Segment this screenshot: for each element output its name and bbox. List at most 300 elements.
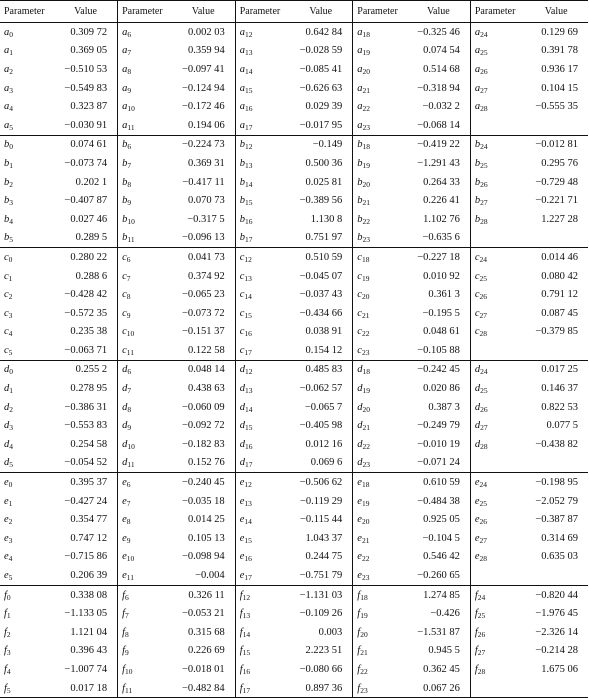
parameter-value: −0.549 83 bbox=[64, 82, 108, 94]
table-row bbox=[0, 679, 588, 698]
parameter-value: 0.369 05 bbox=[70, 45, 108, 57]
parameter-index: 1 bbox=[9, 48, 13, 58]
parameter-symbol: a bbox=[357, 101, 363, 113]
parameter-value: 0.361 3 bbox=[428, 289, 460, 301]
parameter-name-cell bbox=[235, 454, 289, 473]
parameter-value: 0.359 94 bbox=[187, 45, 225, 57]
parameter-value-cell bbox=[172, 23, 236, 42]
parameter-value: −0.071 24 bbox=[417, 457, 460, 469]
parameter-value-cell bbox=[407, 360, 471, 379]
parameter-symbol: b bbox=[357, 232, 363, 244]
parameter-value: 0.014 46 bbox=[541, 251, 578, 263]
parameter-value-cell bbox=[172, 454, 236, 473]
parameter-name-cell bbox=[235, 323, 289, 342]
parameter-index: 11 bbox=[127, 460, 135, 470]
parameter-name-cell bbox=[353, 529, 407, 548]
parameter-symbol: e bbox=[474, 477, 480, 489]
parameter-name-cell bbox=[0, 304, 54, 323]
parameter-index: 6 bbox=[126, 254, 131, 264]
parameter-symbol: c bbox=[474, 307, 480, 319]
parameter-value: 0.146 37 bbox=[541, 383, 578, 395]
parameter-value: 0.314 69 bbox=[541, 532, 578, 544]
parameter-symbol: e bbox=[357, 477, 362, 489]
parameter-symbol: a bbox=[474, 101, 481, 113]
parameter-symbol: f bbox=[474, 608, 478, 620]
parameter-name-cell bbox=[235, 173, 289, 192]
parameter-value: −0.405 98 bbox=[299, 420, 343, 432]
parameter-value-cell bbox=[54, 341, 118, 360]
parameter-value: 0.255 2 bbox=[75, 364, 108, 376]
parameter-value-cell bbox=[289, 566, 353, 585]
parameter-value: 0.244 75 bbox=[305, 551, 343, 563]
parameter-name-cell bbox=[235, 210, 289, 229]
parameter-value: −0.555 35 bbox=[535, 101, 578, 113]
parameter-value: 0.635 03 bbox=[541, 551, 578, 563]
parameter-value-cell bbox=[172, 585, 236, 604]
parameter-value: −0.053 21 bbox=[182, 608, 225, 620]
parameter-symbol: e bbox=[122, 551, 127, 563]
parameter-symbol: b bbox=[122, 195, 128, 207]
parameter-value-cell bbox=[54, 398, 118, 417]
parameter-value: −0.506 62 bbox=[299, 477, 343, 489]
parameter-symbol: c bbox=[239, 326, 245, 338]
parameter-name-cell bbox=[353, 566, 407, 585]
parameter-index: 16 bbox=[244, 554, 252, 564]
parameter-symbol: f bbox=[357, 645, 361, 657]
parameter-name-cell bbox=[235, 304, 289, 323]
parameter-name-cell bbox=[235, 623, 289, 642]
parameter-value: −0.030 91 bbox=[64, 119, 108, 131]
parameter-index: 5 bbox=[9, 122, 13, 132]
parameter-value-cell bbox=[172, 379, 236, 398]
parameter-symbol: f bbox=[474, 589, 478, 601]
parameter-symbol: e bbox=[4, 477, 9, 489]
parameter-index: 22 bbox=[361, 329, 370, 339]
parameter-index: 9 bbox=[125, 648, 129, 658]
parameter-value: −0.325 46 bbox=[417, 26, 460, 38]
parameter-value-cell bbox=[289, 679, 353, 698]
parameter-symbol: b bbox=[474, 213, 481, 225]
parameter-symbol: f bbox=[239, 663, 243, 675]
parameter-value-cell bbox=[289, 341, 353, 360]
parameter-value: 0.387 3 bbox=[428, 401, 460, 413]
parameter-index: 1 bbox=[8, 498, 13, 508]
parameter-value: −0.715 86 bbox=[64, 551, 108, 563]
parameter-index: 24 bbox=[480, 29, 488, 39]
parameter-value-cell bbox=[289, 229, 353, 248]
parameter-symbol: e bbox=[474, 532, 480, 544]
parameter-symbol: e bbox=[4, 532, 9, 544]
parameter-value: 0.017 25 bbox=[541, 364, 578, 376]
parameter-value-cell bbox=[172, 97, 236, 116]
parameter-symbol: d bbox=[474, 438, 481, 450]
parameter-index: 22 bbox=[362, 441, 371, 451]
table-row bbox=[0, 473, 588, 492]
parameter-value-cell bbox=[54, 454, 118, 473]
parameter-index: 26 bbox=[479, 517, 488, 527]
parameter-symbol: d bbox=[357, 401, 363, 413]
parameter-name-cell bbox=[470, 229, 524, 248]
parameter-value-cell bbox=[289, 323, 353, 342]
parameter-name-cell bbox=[470, 173, 524, 192]
parameter-value-cell bbox=[524, 660, 588, 679]
parameter-symbol: e bbox=[357, 495, 362, 507]
parameter-name-cell bbox=[470, 510, 524, 529]
parameter-value-cell bbox=[172, 623, 236, 642]
parameter-symbol: f bbox=[357, 589, 361, 601]
parameter-value-cell bbox=[407, 79, 471, 98]
table-row bbox=[0, 229, 588, 248]
parameter-index: 3 bbox=[8, 535, 13, 545]
parameter-value-cell bbox=[289, 116, 353, 135]
parameter-name-cell bbox=[470, 660, 524, 679]
parameter-value-cell bbox=[54, 285, 118, 304]
parameter-index: 5 bbox=[9, 235, 13, 245]
parameter-value: 1.675 06 bbox=[541, 663, 578, 675]
header-parameter: Parameter bbox=[0, 1, 54, 23]
parameter-value: 0.003 bbox=[318, 626, 343, 638]
table-row bbox=[0, 360, 588, 379]
parameter-value-cell bbox=[289, 154, 353, 173]
parameter-name-cell bbox=[118, 492, 172, 511]
parameter-name-cell bbox=[353, 341, 407, 360]
parameter-value-cell bbox=[172, 360, 236, 379]
parameter-value-cell bbox=[54, 42, 118, 61]
parameter-value-cell bbox=[524, 548, 588, 567]
parameter-value-cell bbox=[524, 566, 588, 585]
parameter-name-cell bbox=[0, 285, 54, 304]
parameter-index: 28 bbox=[479, 329, 488, 339]
parameter-name-cell bbox=[0, 679, 54, 698]
header-value: Value bbox=[407, 1, 471, 23]
parameter-value: 0.642 84 bbox=[305, 26, 343, 38]
parameter-name-cell bbox=[118, 210, 172, 229]
parameter-value: −0.092 72 bbox=[182, 420, 225, 432]
parameter-symbol: b bbox=[4, 176, 10, 188]
parameter-index: 27 bbox=[479, 310, 488, 320]
parameter-index: 19 bbox=[361, 273, 370, 283]
parameter-name-cell bbox=[353, 379, 407, 398]
parameter-name-cell bbox=[118, 154, 172, 173]
parameter-symbol: c bbox=[4, 251, 9, 263]
parameter-symbol: c bbox=[239, 289, 245, 301]
parameter-name-cell bbox=[470, 642, 524, 661]
parameter-index: 16 bbox=[244, 441, 253, 451]
parameter-name-cell bbox=[470, 341, 524, 360]
parameter-value: −0.151 37 bbox=[182, 326, 225, 338]
parameter-value-cell bbox=[54, 116, 118, 135]
parameter-symbol: c bbox=[122, 326, 127, 338]
parameter-name-cell bbox=[470, 135, 524, 154]
parameter-name-cell bbox=[118, 529, 172, 548]
parameter-value-cell bbox=[524, 60, 588, 79]
parameter-symbol: d bbox=[4, 401, 10, 413]
parameter-value-cell bbox=[289, 285, 353, 304]
parameter-name-cell bbox=[118, 660, 172, 679]
table-row bbox=[0, 116, 588, 135]
table-row bbox=[0, 42, 588, 61]
parameter-value-cell bbox=[407, 529, 471, 548]
parameter-symbol: a bbox=[239, 45, 245, 57]
parameter-value: 0.395 37 bbox=[70, 477, 108, 489]
parameter-symbol: e bbox=[474, 514, 480, 526]
parameter-index: 21 bbox=[362, 423, 371, 433]
parameter-name-cell bbox=[118, 323, 172, 342]
parameter-name-cell bbox=[118, 229, 172, 248]
parameter-value: 0.747 12 bbox=[70, 532, 108, 544]
parameter-index: 23 bbox=[362, 122, 371, 132]
parameter-value-cell bbox=[54, 173, 118, 192]
parameter-value: 0.369 31 bbox=[187, 157, 225, 169]
parameter-index: 11 bbox=[126, 347, 134, 357]
parameter-value-cell bbox=[289, 135, 353, 154]
parameter-symbol: a bbox=[357, 63, 363, 75]
parameter-symbol: c bbox=[4, 326, 9, 338]
parameter-value-cell bbox=[54, 642, 118, 661]
parameter-value-cell bbox=[289, 97, 353, 116]
parameter-value: −0.073 72 bbox=[182, 307, 225, 319]
table-row bbox=[0, 304, 588, 323]
parameter-index: 19 bbox=[360, 611, 368, 621]
parameter-symbol: c bbox=[357, 251, 362, 263]
parameter-symbol: a bbox=[357, 119, 363, 131]
parameter-value-cell bbox=[54, 229, 118, 248]
parameter-value: −0.080 66 bbox=[299, 663, 343, 675]
parameter-name-cell bbox=[235, 529, 289, 548]
parameter-name-cell bbox=[0, 248, 54, 267]
parameter-symbol: b bbox=[474, 157, 481, 169]
parameter-index: 4 bbox=[8, 329, 13, 339]
parameter-name-cell bbox=[470, 191, 524, 210]
parameter-value: −1.976 45 bbox=[535, 608, 578, 620]
parameter-name-cell bbox=[470, 566, 524, 585]
parameter-index: 0 bbox=[8, 254, 13, 264]
parameter-symbol: d bbox=[122, 438, 128, 450]
parameter-value: 0.315 68 bbox=[187, 626, 225, 638]
parameter-name-cell bbox=[235, 116, 289, 135]
parameter-value: −0.240 45 bbox=[182, 477, 225, 489]
parameter-index: 6 bbox=[126, 480, 131, 490]
parameter-value: −1.291 43 bbox=[417, 157, 460, 169]
parameter-name-cell bbox=[235, 435, 289, 454]
parameter-value: 0.070 73 bbox=[187, 195, 225, 207]
parameter-symbol: f bbox=[4, 626, 7, 638]
parameter-value-cell bbox=[407, 210, 471, 229]
parameter-symbol: c bbox=[357, 289, 362, 301]
parameter-index: 26 bbox=[480, 66, 488, 76]
parameter-value: −0.096 13 bbox=[182, 232, 225, 244]
parameter-symbol: c bbox=[4, 270, 9, 282]
parameter-value-cell bbox=[289, 42, 353, 61]
parameter-symbol: a bbox=[357, 45, 363, 57]
parameter-name-cell bbox=[0, 548, 54, 567]
parameter-name-cell bbox=[470, 304, 524, 323]
parameter-name-cell bbox=[470, 360, 524, 379]
parameter-value-cell bbox=[172, 548, 236, 567]
parameter-index: 1 bbox=[9, 160, 13, 170]
parameter-index: 13 bbox=[244, 498, 252, 508]
parameter-index: 20 bbox=[361, 292, 370, 302]
parameter-symbol: c bbox=[122, 344, 127, 356]
parameter-name-cell bbox=[118, 416, 172, 435]
parameter-index: 2 bbox=[9, 404, 13, 414]
parameter-value-cell bbox=[54, 267, 118, 286]
parameter-index: 10 bbox=[126, 329, 135, 339]
parameter-index: 12 bbox=[244, 29, 253, 39]
parameter-name-cell bbox=[0, 191, 54, 210]
parameter-symbol: a bbox=[239, 82, 245, 94]
parameter-name-cell bbox=[118, 97, 172, 116]
parameter-index: 7 bbox=[127, 386, 132, 396]
parameter-value: −0.553 83 bbox=[64, 420, 108, 432]
parameter-value-cell bbox=[172, 154, 236, 173]
parameter-value-cell bbox=[407, 97, 471, 116]
parameter-value: 0.002 03 bbox=[187, 26, 225, 38]
parameter-index: 28 bbox=[477, 666, 486, 676]
parameter-value-cell bbox=[289, 173, 353, 192]
parameter-index: 1 bbox=[6, 611, 11, 621]
parameter-symbol: a bbox=[239, 101, 245, 113]
parameter-value-cell bbox=[524, 341, 588, 360]
parameter-value: −0.214 28 bbox=[535, 645, 578, 657]
parameter-symbol: e bbox=[357, 514, 362, 526]
parameter-name-cell bbox=[470, 116, 524, 135]
parameter-symbol: e bbox=[239, 477, 245, 489]
parameter-name-cell bbox=[235, 97, 289, 116]
parameter-value-cell bbox=[172, 191, 236, 210]
parameter-symbol: a bbox=[122, 26, 128, 38]
table-row bbox=[0, 379, 588, 398]
parameter-value-cell bbox=[289, 585, 353, 604]
parameter-symbol: f bbox=[4, 608, 7, 620]
parameter-name-cell bbox=[0, 97, 54, 116]
parameter-index: 13 bbox=[244, 386, 253, 396]
parameter-value-cell bbox=[407, 398, 471, 417]
parameter-value: 0.012 16 bbox=[305, 438, 343, 450]
table-row bbox=[0, 173, 588, 192]
parameter-name-cell bbox=[118, 23, 172, 42]
parameter-name-cell bbox=[353, 304, 407, 323]
parameter-symbol: f bbox=[357, 663, 361, 675]
parameter-symbol: b bbox=[357, 176, 363, 188]
parameter-index: 8 bbox=[126, 517, 131, 527]
parameter-value: 0.791 12 bbox=[541, 289, 578, 301]
parameter-value-cell bbox=[524, 529, 588, 548]
parameter-index: 2 bbox=[9, 66, 13, 76]
parameter-index: 22 bbox=[360, 666, 368, 676]
parameter-index: 6 bbox=[127, 142, 132, 152]
parameter-name-cell bbox=[353, 510, 407, 529]
parameter-value: 0.067 26 bbox=[423, 682, 460, 694]
parameter-name-cell bbox=[353, 285, 407, 304]
parameter-symbol: c bbox=[357, 344, 362, 356]
parameter-symbol: c bbox=[474, 270, 480, 282]
parameter-value: −0.124 94 bbox=[182, 82, 225, 94]
parameter-symbol: b bbox=[239, 232, 245, 244]
parameter-value: −0.105 88 bbox=[417, 344, 460, 356]
parameter-value-cell bbox=[407, 566, 471, 585]
parameter-symbol: f bbox=[122, 663, 126, 675]
parameter-index: 20 bbox=[362, 66, 371, 76]
header-value: Value bbox=[289, 1, 353, 23]
parameter-value: 0.936 17 bbox=[541, 63, 578, 75]
parameter-value: −0.482 84 bbox=[182, 682, 225, 694]
parameter-value-cell bbox=[524, 416, 588, 435]
parameter-index: 22 bbox=[361, 554, 370, 564]
parameter-value-cell bbox=[172, 435, 236, 454]
parameter-value-cell bbox=[524, 642, 588, 661]
parameter-symbol: a bbox=[4, 26, 10, 38]
parameter-symbol: d bbox=[122, 383, 128, 395]
parameter-value-cell bbox=[289, 604, 353, 623]
parameter-value: 0.295 76 bbox=[541, 157, 578, 169]
parameter-value-cell bbox=[172, 42, 236, 61]
parameter-value-cell bbox=[407, 416, 471, 435]
parameter-value-cell bbox=[407, 173, 471, 192]
parameter-value-cell bbox=[54, 585, 118, 604]
parameter-index: 5 bbox=[6, 685, 11, 695]
parameter-value: 0.014 25 bbox=[187, 514, 225, 526]
parameter-index: 27 bbox=[477, 648, 486, 658]
parameter-name-cell bbox=[0, 360, 54, 379]
parameter-value-cell bbox=[407, 267, 471, 286]
parameter-value: −0.572 35 bbox=[64, 307, 108, 319]
parameter-symbol: f bbox=[474, 626, 478, 638]
parameter-value: −0.037 43 bbox=[299, 289, 343, 301]
parameter-name-cell bbox=[118, 116, 172, 135]
parameter-name-cell bbox=[0, 510, 54, 529]
parameter-name-cell bbox=[353, 398, 407, 417]
header-value: Value bbox=[172, 1, 236, 23]
parameter-name-cell bbox=[118, 173, 172, 192]
header-parameter: Parameter bbox=[235, 1, 289, 23]
parameter-value-cell bbox=[524, 398, 588, 417]
parameter-index: 15 bbox=[244, 535, 252, 545]
parameter-index: 9 bbox=[126, 310, 131, 320]
parameter-value-cell bbox=[407, 379, 471, 398]
parameter-symbol: b bbox=[239, 176, 245, 188]
parameter-symbol: f bbox=[239, 589, 243, 601]
parameter-name-cell bbox=[0, 454, 54, 473]
parameter-value: −0.484 38 bbox=[417, 495, 460, 507]
parameter-value: 1.102 76 bbox=[423, 213, 460, 225]
parameter-value-cell bbox=[54, 323, 118, 342]
parameter-value: −0.426 bbox=[430, 608, 460, 620]
parameter-value-cell bbox=[407, 623, 471, 642]
parameter-symbol: d bbox=[474, 401, 481, 413]
parameter-value-cell bbox=[289, 398, 353, 417]
parameter-value: 0.074 61 bbox=[70, 139, 108, 151]
parameter-name-cell bbox=[235, 23, 289, 42]
parameter-symbol: a bbox=[357, 82, 363, 94]
parameter-value: 0.129 69 bbox=[541, 26, 578, 38]
parameter-name-cell bbox=[118, 360, 172, 379]
parameter-name-cell bbox=[0, 604, 54, 623]
parameter-index: 17 bbox=[242, 685, 251, 695]
parameter-value-cell bbox=[407, 23, 471, 42]
parameter-value-cell bbox=[54, 492, 118, 511]
parameter-value: −0.104 5 bbox=[422, 532, 460, 544]
parameter-symbol: b bbox=[357, 195, 363, 207]
parameter-value-cell bbox=[54, 379, 118, 398]
parameter-name-cell bbox=[235, 42, 289, 61]
parameter-value: 0.104 15 bbox=[541, 82, 578, 94]
parameter-index: 2 bbox=[9, 179, 13, 189]
parameter-value: 0.514 68 bbox=[423, 63, 460, 75]
parameter-index: 20 bbox=[361, 517, 370, 527]
parameter-symbol: a bbox=[122, 82, 128, 94]
parameter-value-cell bbox=[289, 360, 353, 379]
